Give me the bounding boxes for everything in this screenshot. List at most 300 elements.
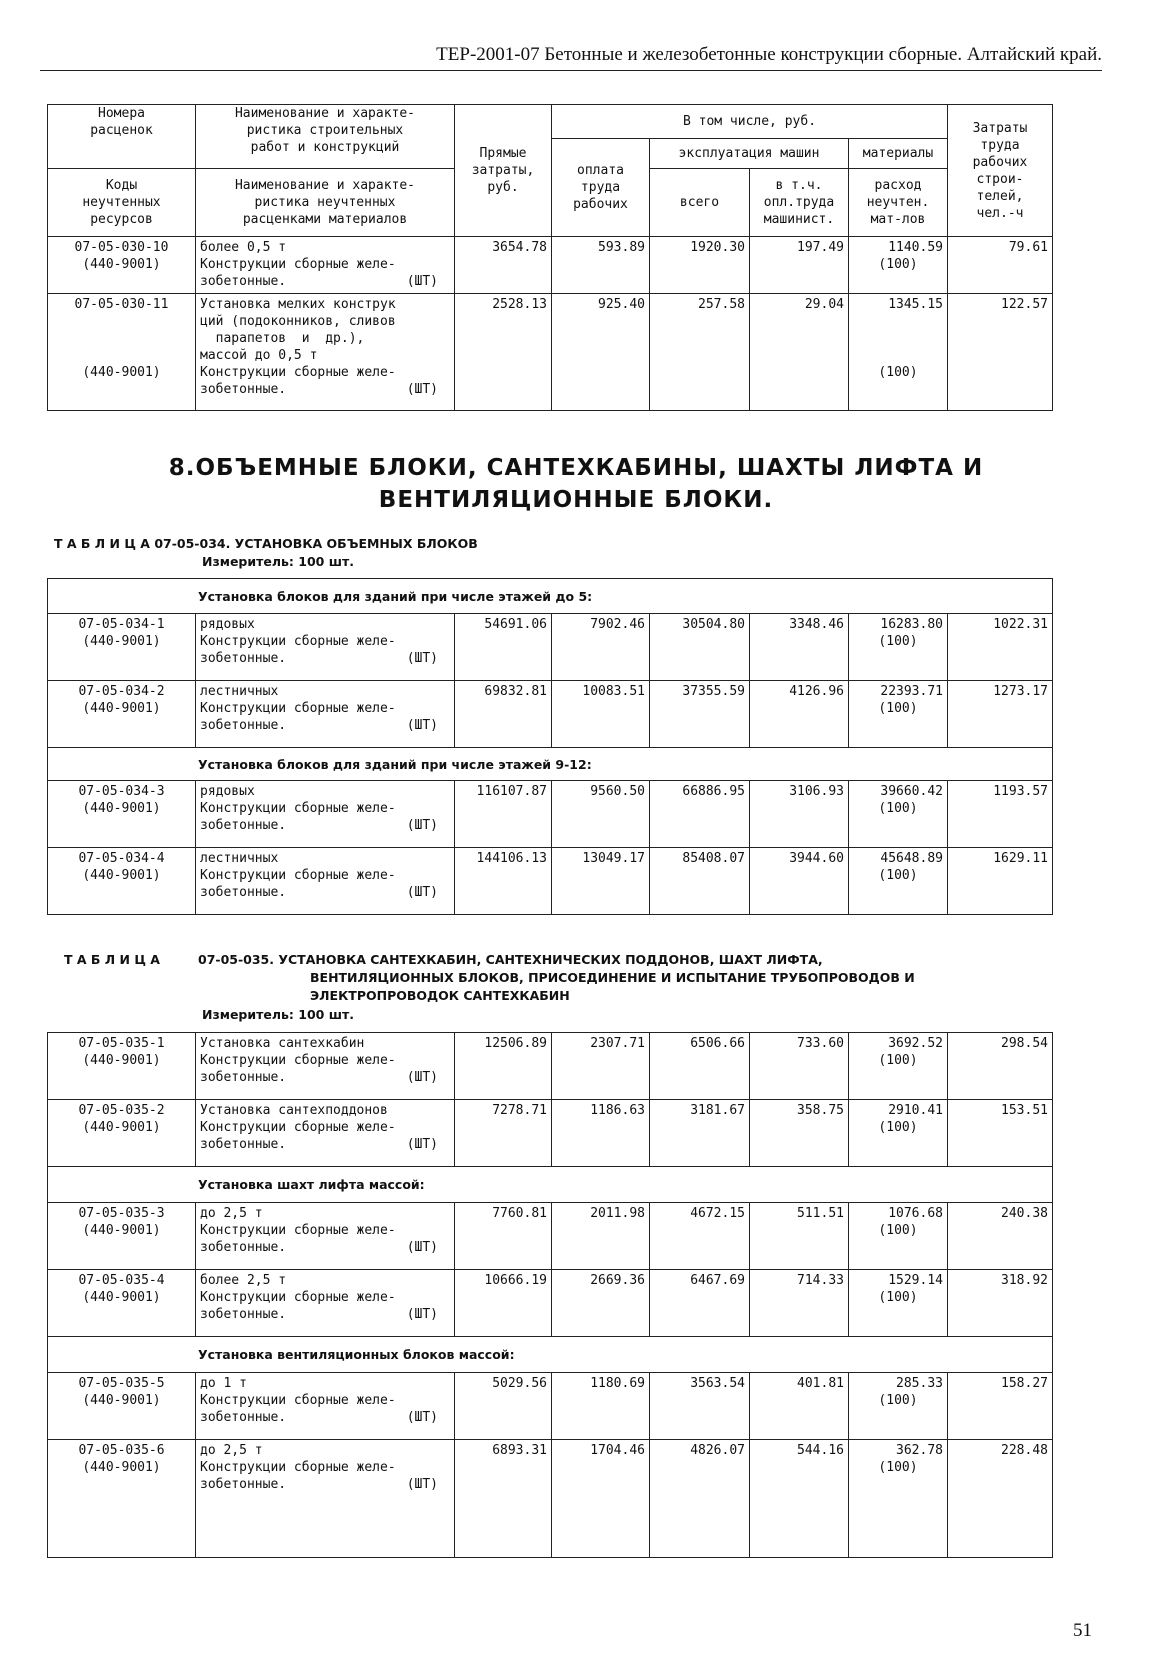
page-number: 51: [1073, 1620, 1092, 1641]
header-direct-costs: [455, 105, 552, 237]
header-text-line: рабочих: [573, 197, 628, 212]
machines-total-cell: [650, 1270, 750, 1337]
direct-costs-value: 7760.81: [492, 1206, 547, 1221]
table-title-035: [198, 951, 915, 1005]
table-row: [48, 848, 1053, 915]
header-operators-pay: [750, 169, 849, 237]
machines-total-value: 30504.80: [682, 617, 745, 632]
header-including: [552, 105, 948, 139]
work-name-line: массой до 0,5 т: [200, 348, 318, 363]
labor-pay-cell: [552, 848, 650, 915]
material-line: [200, 1136, 450, 1153]
header-text-line: ристика неучтенных: [254, 195, 396, 210]
rate-code-cell: [48, 614, 196, 681]
materials-value: 285.33: [896, 1376, 943, 1391]
work-name-line: Конструкции сборные желе-: [200, 1460, 396, 1475]
header-rate-numbers: [48, 105, 196, 169]
header-text-line: ресурсов: [90, 212, 153, 227]
table-row: [48, 1373, 1053, 1440]
header-machines: [650, 139, 849, 169]
materials-value: 45648.89: [880, 851, 943, 866]
header-work-name: [196, 105, 455, 169]
materials-cell: [849, 1270, 948, 1337]
resource-code: (440-9001): [82, 1290, 161, 1305]
labor-hours-cell: [948, 294, 1053, 411]
materials-cell: [849, 1440, 948, 1558]
resource-code: (440-9001): [82, 868, 161, 883]
operators-pay-value: 733.60: [797, 1036, 844, 1051]
unit-label: (ШТ): [406, 274, 438, 289]
rate-code-cell: [48, 1373, 196, 1440]
table-row: [48, 1100, 1053, 1167]
direct-costs-cell: [455, 1270, 552, 1337]
header-text-line: Номера: [98, 106, 145, 121]
labor-pay-cell: [552, 294, 650, 411]
table-title-line: ВЕНТИЛЯЦИОННЫХ БЛОКОВ, ПРИСОЕДИНЕНИЕ И ИСПЫТАНИЕ ТРУБОПРОВОДОВ И: [310, 970, 915, 985]
work-name-line: Конструкции сборные желе-: [200, 1290, 396, 1305]
materials-value: 3692.52: [888, 1036, 943, 1051]
work-name-line: Конструкции сборные желе-: [200, 365, 396, 380]
operators-pay-cell: [750, 1203, 849, 1270]
labor-pay-value: 1180.69: [590, 1376, 645, 1391]
machines-total-value: 66886.95: [682, 784, 745, 799]
section-heading: Установка блоков для зданий при числе этажей 9-12:: [48, 748, 1053, 781]
rates-table-030: [47, 104, 1053, 411]
rate-code: 07-05-035-6: [78, 1443, 165, 1458]
labor-pay-value: 2669.36: [590, 1273, 645, 1288]
running-head: ТЕР-2001-07 Бетонные и железобетонные конструкции сборные. Алтайский край.: [436, 44, 1102, 65]
operators-pay-value: 401.81: [797, 1376, 844, 1391]
labor-hours-cell: [948, 1440, 1053, 1558]
resource-code: (440-9001): [82, 365, 161, 380]
direct-costs-cell: [455, 1373, 552, 1440]
labor-pay-value: 593.89: [598, 240, 645, 255]
table-row: [48, 1440, 1053, 1558]
labor-pay-value: 2011.98: [590, 1206, 645, 1221]
labor-hours-cell: [948, 237, 1053, 294]
header-text-line: расход: [874, 178, 922, 193]
labor-pay-value: 13049.17: [582, 851, 645, 866]
material-qty: (100): [878, 1393, 918, 1408]
header-text-line: Наименование и характе-: [234, 178, 415, 193]
work-name-cell: [196, 237, 455, 294]
materials-value: 39660.42: [880, 784, 943, 799]
work-name-line: лестничных: [200, 684, 279, 699]
work-name-line: Конструкции сборные желе-: [200, 868, 396, 883]
table-label: Т А Б Л И Ц А: [64, 952, 160, 967]
section-title: [0, 452, 1152, 516]
work-name-line: Установка сантехкабин: [200, 1036, 365, 1051]
labor-pay-value: 10083.51: [582, 684, 645, 699]
labor-hours-value: 318.92: [1001, 1273, 1048, 1288]
material-qty: (100): [878, 1223, 918, 1238]
unit-label: (ШТ): [406, 651, 438, 666]
header-text-line: Коды: [105, 178, 138, 193]
rate-code-cell: [48, 237, 196, 294]
material-line: [200, 381, 450, 398]
material-line: [200, 884, 450, 901]
materials-cell: [849, 681, 948, 748]
labor-hours-cell: [948, 1373, 1053, 1440]
materials-cell: [849, 1100, 948, 1167]
header-text-line: опл.труда: [763, 195, 835, 210]
rate-code-cell: [48, 1100, 196, 1167]
table-caption-034: [54, 535, 478, 553]
work-name-cell: [196, 1203, 455, 1270]
rate-code: 07-05-034-2: [78, 684, 165, 699]
labor-pay-value: 1186.63: [590, 1103, 645, 1118]
direct-costs-value: 10666.19: [484, 1273, 547, 1288]
spacer: [853, 330, 943, 347]
labor-pay-cell: [552, 1270, 650, 1337]
materials-value: 1140.59: [888, 240, 943, 255]
labor-pay-value: 1704.46: [590, 1443, 645, 1458]
work-name-cell: [196, 781, 455, 848]
section-title-line: ВЕНТИЛЯЦИОННЫЕ БЛОКИ.: [378, 487, 774, 513]
work-name-cell: [196, 294, 455, 411]
rate-code: 07-05-034-1: [78, 617, 165, 632]
materials-value: 362.78: [896, 1443, 943, 1458]
rate-code-cell: [48, 1440, 196, 1558]
labor-pay-cell: [552, 1203, 650, 1270]
labor-hours-cell: [948, 1100, 1053, 1167]
direct-costs-value: 144106.13: [476, 851, 547, 866]
operators-pay-cell: [750, 294, 849, 411]
direct-costs-cell: [455, 614, 552, 681]
table-row: [48, 1203, 1053, 1270]
materials-value: 1529.14: [888, 1273, 943, 1288]
work-name-cell: [196, 1373, 455, 1440]
header-text-line: В том числе, руб.: [682, 114, 817, 129]
labor-hours-value: 153.51: [1001, 1103, 1048, 1118]
rate-code: 07-05-035-5: [78, 1376, 165, 1391]
unit-label: (ШТ): [406, 718, 438, 733]
rate-code: 07-05-035-3: [78, 1206, 165, 1221]
operators-pay-cell: [750, 614, 849, 681]
labor-hours-cell: [948, 1203, 1053, 1270]
table-caption-035: [64, 951, 160, 969]
material-name: зобетонные.: [200, 1137, 287, 1152]
spacer: [52, 313, 191, 330]
labor-hours-value: 1193.57: [993, 784, 1049, 799]
direct-costs-cell: [455, 1203, 552, 1270]
materials-cell: [849, 237, 948, 294]
resource-code: (440-9001): [82, 1460, 161, 1475]
material-name: зобетонные.: [200, 718, 287, 733]
work-name-line: Конструкции сборные желе-: [200, 1053, 396, 1068]
rates-table-034: [47, 578, 1053, 915]
material-name: зобетонные.: [200, 1307, 287, 1322]
labor-pay-value: 925.40: [598, 297, 645, 312]
work-name-line: Установка сантехподдонов: [200, 1103, 388, 1118]
material-line: [200, 717, 450, 734]
work-name-line: Установка мелких конструк: [200, 297, 396, 312]
operators-pay-value: 197.49: [797, 240, 844, 255]
rate-code-cell: [48, 1033, 196, 1100]
header-unaccounted-materials: [849, 169, 948, 237]
rate-code: 07-05-034-4: [78, 851, 165, 866]
table-title-line: ЭЛЕКТРОПРОВОДОК САНТЕХКАБИН: [310, 988, 570, 1003]
machines-total-cell: [650, 237, 750, 294]
table-label: Т А Б Л И Ц А: [54, 536, 150, 551]
labor-hours-value: 228.48: [1001, 1443, 1048, 1458]
direct-costs-cell: [455, 1100, 552, 1167]
header-text-line: труда: [980, 137, 1020, 153]
material-name: зобетонные.: [200, 1477, 287, 1492]
work-name-line: Конструкции сборные желе-: [200, 1393, 396, 1408]
spacer: [853, 313, 943, 330]
header-text-line: неучтенных: [82, 195, 161, 210]
table-row: [48, 781, 1053, 848]
header-text-line: чел.-ч: [976, 205, 1024, 221]
header-material-name: [196, 169, 455, 237]
table-row: [48, 1270, 1053, 1337]
work-name-line: парапетов и др.),: [200, 331, 365, 346]
rate-code: 07-05-030-10: [74, 240, 169, 255]
work-name-cell: [196, 1100, 455, 1167]
resource-code: (440-9001): [82, 634, 161, 649]
material-line: [200, 1069, 450, 1086]
labor-pay-cell: [552, 614, 650, 681]
header-materials: [849, 139, 948, 169]
labor-hours-value: 158.27: [1001, 1376, 1048, 1391]
material-name: зобетонные.: [200, 1240, 287, 1255]
unit-label: (ШТ): [406, 818, 438, 833]
material-name: зобетонные.: [200, 382, 287, 397]
unit-label: (ШТ): [406, 1477, 438, 1492]
direct-costs-value: 54691.06: [484, 617, 547, 632]
machines-total-value: 3181.67: [690, 1103, 745, 1118]
material-line: [200, 1306, 450, 1323]
work-name-line: Конструкции сборные желе-: [200, 634, 396, 649]
labor-hours-value: 1629.11: [993, 851, 1049, 866]
direct-costs-value: 7278.71: [492, 1103, 547, 1118]
work-name-line: лестничных: [200, 851, 279, 866]
materials-cell: [849, 848, 948, 915]
unit-label: (ШТ): [406, 1240, 438, 1255]
materials-value: 1076.68: [888, 1206, 943, 1221]
rate-code-cell: [48, 681, 196, 748]
rates-table-035: [47, 1032, 1053, 1558]
labor-hours-value: 1022.31: [993, 617, 1049, 632]
section-row: [48, 748, 1053, 781]
direct-costs-value: 6893.31: [492, 1443, 547, 1458]
labor-hours-value: 1273.17: [993, 684, 1049, 699]
machines-total-cell: [650, 681, 750, 748]
machines-total-cell: [650, 1100, 750, 1167]
operators-pay-value: 714.33: [797, 1273, 844, 1288]
rate-code: 07-05-035-2: [78, 1103, 165, 1118]
material-qty: (100): [878, 257, 918, 272]
table-row: [48, 294, 1053, 411]
work-name-line: более 2,5 т: [200, 1273, 287, 1288]
header-text-line: Прямые: [479, 146, 527, 161]
labor-pay-cell: [552, 1033, 650, 1100]
work-name-line: до 2,5 т: [200, 1206, 263, 1221]
rate-code: 07-05-035-1: [78, 1036, 165, 1051]
machines-total-value: 1920.30: [690, 240, 745, 255]
labor-pay-cell: [552, 1440, 650, 1558]
direct-costs-cell: [455, 681, 552, 748]
material-qty: (100): [878, 365, 918, 380]
spacer: [853, 347, 943, 364]
header-text-line: расценок: [90, 123, 153, 138]
table-title: 07-05-034. УСТАНОВКА ОБЪЕМНЫХ БЛОКОВ: [154, 536, 478, 551]
materials-cell: [849, 614, 948, 681]
machines-total-value: 6467.69: [690, 1273, 745, 1288]
materials-value: 1345.15: [888, 297, 943, 312]
labor-pay-value: 9560.50: [590, 784, 645, 799]
labor-pay-cell: [552, 1373, 650, 1440]
work-name-line: рядовых: [200, 784, 255, 799]
material-name: зобетонные.: [200, 1410, 287, 1425]
materials-value: 2910.41: [888, 1103, 943, 1118]
unit-label: (ШТ): [406, 885, 438, 900]
material-qty: (100): [878, 1053, 918, 1068]
rate-code-cell: [48, 1270, 196, 1337]
section-row: [48, 1337, 1053, 1373]
labor-pay-cell: [552, 237, 650, 294]
resource-code: (440-9001): [82, 1120, 161, 1135]
header-text-line: в т.ч.: [775, 178, 823, 193]
labor-pay-value: 7902.46: [590, 617, 645, 632]
resource-code: (440-9001): [82, 257, 161, 272]
work-name-line: более 0,5 т: [200, 240, 287, 255]
direct-costs-cell: [455, 848, 552, 915]
labor-hours-cell: [948, 1270, 1053, 1337]
machines-total-value: 4672.15: [690, 1206, 745, 1221]
machines-total-value: 4826.07: [690, 1443, 745, 1458]
table-row: [48, 237, 1053, 294]
direct-costs-value: 5029.56: [492, 1376, 547, 1391]
header-text-line: затраты,: [471, 163, 535, 178]
header-labor: [948, 105, 1053, 237]
resource-code: (440-9001): [82, 1393, 161, 1408]
work-name-line: до 1 т: [200, 1376, 247, 1391]
resource-code: (440-9001): [82, 1223, 161, 1238]
machines-total-value: 6506.66: [690, 1036, 745, 1051]
machines-total-cell: [650, 294, 750, 411]
work-name-line: до 2,5 т: [200, 1443, 263, 1458]
header-text-line: руб.: [487, 180, 519, 195]
direct-costs-value: 116107.87: [476, 784, 547, 799]
work-name-cell: [196, 614, 455, 681]
labor-pay-cell: [552, 781, 650, 848]
material-qty: (100): [878, 801, 918, 816]
table-title-line: 07-05-035. УСТАНОВКА САНТЕХКАБИН, САНТЕХНИЧЕСКИХ ПОДДОНОВ, ШАХТ ЛИФТА,: [198, 952, 823, 967]
material-name: зобетонные.: [200, 818, 287, 833]
work-name-cell: [196, 848, 455, 915]
labor-hours-value: 298.54: [1001, 1036, 1048, 1051]
header-text-line: неучтен.: [866, 195, 930, 210]
rate-code: 07-05-034-3: [78, 784, 165, 799]
labor-hours-cell: [948, 781, 1053, 848]
labor-hours-cell: [948, 614, 1053, 681]
materials-cell: [849, 1203, 948, 1270]
operators-pay-cell: [750, 1033, 849, 1100]
work-name-line: Конструкции сборные желе-: [200, 257, 396, 272]
labor-hours-value: 240.38: [1001, 1206, 1048, 1221]
work-name-line: Конструкции сборные желе-: [200, 801, 396, 816]
operators-pay-cell: [750, 237, 849, 294]
section-heading: Установка шахт лифта массой:: [48, 1167, 1053, 1203]
resource-code: (440-9001): [82, 1053, 161, 1068]
spacer: [52, 347, 191, 364]
machines-total-cell: [650, 848, 750, 915]
header-text-line: всего: [679, 195, 720, 210]
table-row: [48, 614, 1053, 681]
work-name-cell: [196, 1270, 455, 1337]
resource-code: (440-9001): [82, 701, 161, 716]
material-qty: (100): [878, 868, 918, 883]
material-line: [200, 1409, 450, 1426]
machines-total-cell: [650, 1373, 750, 1440]
header-text-line: машинист.: [763, 212, 835, 227]
operators-pay-cell: [750, 848, 849, 915]
work-name-line: ций (подоконников, сливов: [200, 314, 396, 329]
labor-hours-cell: [948, 1033, 1053, 1100]
operators-pay-cell: [750, 1100, 849, 1167]
labor-hours-cell: [948, 848, 1053, 915]
work-name-cell: [196, 1033, 455, 1100]
rate-code-cell: [48, 294, 196, 411]
material-qty: (100): [878, 634, 918, 649]
material-qty: (100): [878, 1290, 918, 1305]
header-text-line: оплата: [577, 163, 624, 178]
work-name-cell: [196, 681, 455, 748]
direct-costs-cell: [455, 1033, 552, 1100]
unit-label: (ШТ): [406, 1307, 438, 1322]
materials-value: 16283.80: [880, 617, 943, 632]
operators-pay-cell: [750, 781, 849, 848]
operators-pay-value: 511.51: [797, 1206, 844, 1221]
table-measure: Измеритель: 100 шт.: [202, 554, 354, 569]
direct-costs-value: 2528.13: [492, 297, 547, 312]
labor-pay-value: 2307.71: [590, 1036, 645, 1051]
table-measure: Измеритель: 100 шт.: [202, 1007, 354, 1022]
machines-total-value: 37355.59: [682, 684, 745, 699]
header-labor-pay: [552, 139, 650, 237]
machines-total-cell: [650, 1203, 750, 1270]
material-qty: (100): [878, 701, 918, 716]
header-text-line: рабочих: [972, 154, 1028, 170]
direct-costs-cell: [455, 781, 552, 848]
table-row: [48, 681, 1053, 748]
section-heading: Установка блоков для зданий при числе этажей до 5:: [48, 579, 1053, 614]
operators-pay-cell: [750, 1373, 849, 1440]
operators-pay-value: 29.04: [804, 297, 844, 312]
machines-total-cell: [650, 614, 750, 681]
machines-total-value: 3563.54: [690, 1376, 745, 1391]
operators-pay-cell: [750, 1440, 849, 1558]
rate-code: 07-05-035-4: [78, 1273, 165, 1288]
materials-cell: [849, 1373, 948, 1440]
unit-label: (ШТ): [406, 1070, 438, 1085]
machines-total-cell: [650, 781, 750, 848]
direct-costs-value: 3654.78: [492, 240, 547, 255]
unit-label: (ШТ): [406, 1137, 438, 1152]
header-resource-codes: [48, 169, 196, 237]
work-name-line: Конструкции сборные желе-: [200, 701, 396, 716]
header-text-line: мат-лов: [870, 212, 926, 227]
operators-pay-value: 4126.96: [789, 684, 844, 699]
direct-costs-cell: [455, 1440, 552, 1558]
rate-code-cell: [48, 848, 196, 915]
material-name: зобетонные.: [200, 651, 287, 666]
labor-hours-value: 79.61: [1008, 240, 1048, 255]
materials-cell: [849, 1033, 948, 1100]
material-qty: (100): [878, 1120, 918, 1135]
